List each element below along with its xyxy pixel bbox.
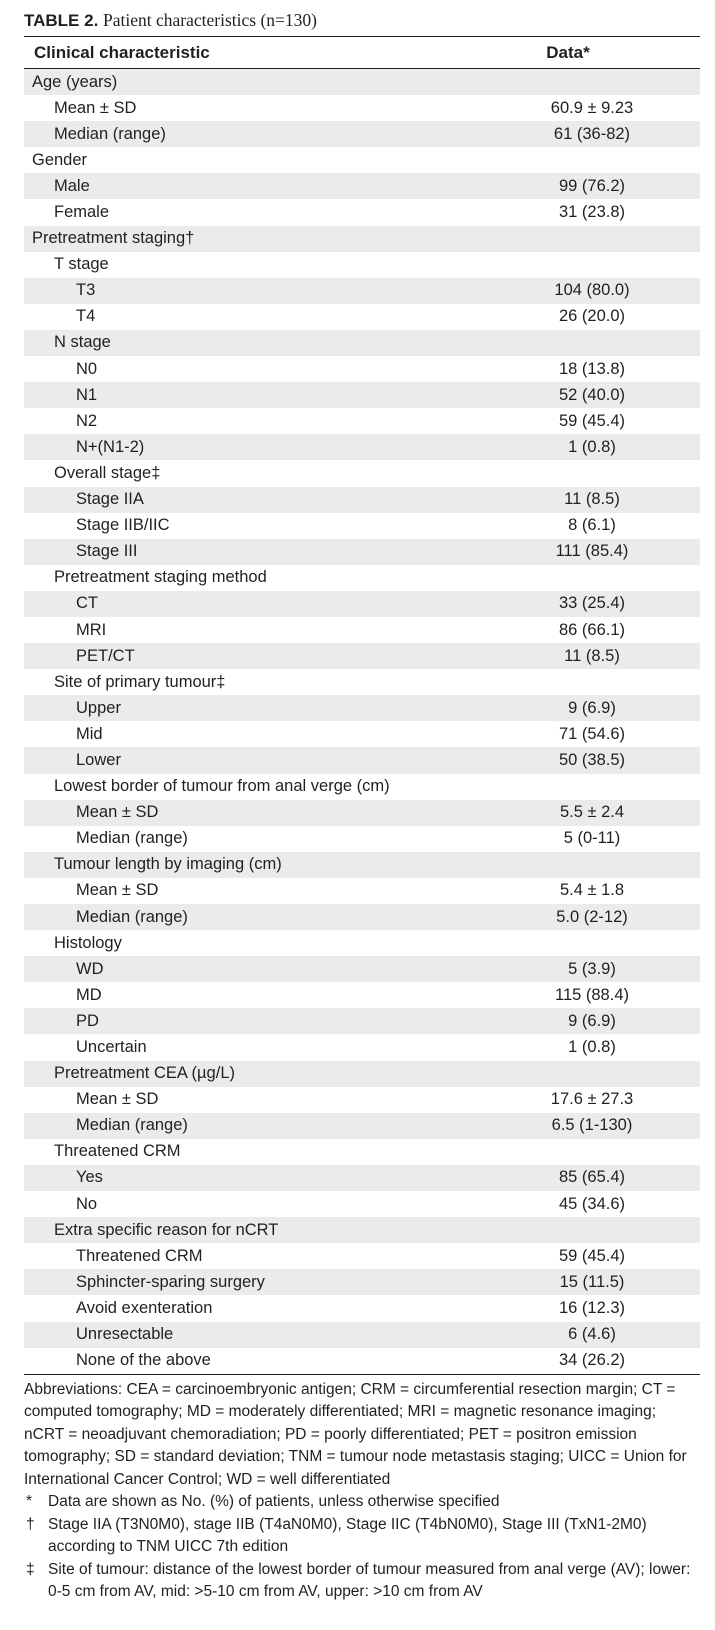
table-caption-label: TABLE 2. [24,11,99,30]
row-label: PD [76,1011,99,1030]
row-label: Age (years) [32,72,118,91]
row-label: Mean ± SD [76,803,159,822]
row-label: Median (range) [76,907,188,926]
row-label: Pretreatment CEA (µg/L) [54,1064,235,1083]
footnote-text: Data are shown as No. (%) of patients, unless otherwise specified [48,1493,500,1511]
row-value: 11 (8.5) [564,490,620,509]
row-value: 50 (38.5) [558,750,626,769]
row-value: 6 (4.6) [568,1325,616,1344]
row-value: 15 (11.5) [559,1272,625,1291]
row-label: T stage [54,255,109,274]
row-value: 60.9 ± 9.23 [550,98,634,117]
row-label: WD [76,959,104,978]
table-row [24,774,700,800]
row-value: 5.5 ± 2.4 [559,803,625,822]
table-row [24,721,700,747]
row-value: 8 (6.1) [568,516,616,535]
table-row [24,356,700,382]
table-row [24,1269,700,1295]
table-row [24,1243,700,1269]
footnote-symbol: † [26,1515,35,1533]
row-label: No [76,1194,98,1213]
table-row [24,1008,700,1034]
row-label: Yes [76,1168,103,1187]
table-row [24,121,700,147]
row-value: 31 (23.8) [558,203,626,222]
table-row [24,513,700,539]
table-row [24,747,700,773]
table-row [24,1087,700,1113]
table-footnotes [24,1379,700,1604]
table-row [24,1165,700,1191]
table-caption-text: Patient characteristics (n=130) [103,10,318,30]
table-row [24,199,700,225]
table-row [24,930,700,956]
row-label: Female [54,203,110,222]
row-label: Stage IIA [76,490,144,509]
row-label: Histology [54,933,122,952]
table-row [24,330,700,356]
row-value: 5 (3.9) [568,959,616,978]
row-label: PET/CT [76,646,135,665]
row-value: 85 (65.4) [558,1168,626,1187]
row-label: Male [54,176,90,195]
row-value: 99 (76.2) [558,176,626,195]
row-value: 61 (36-82) [553,124,631,143]
table-row [24,304,700,330]
row-label: Site of primary tumour‡ [54,672,226,691]
row-value: 34 (26.2) [558,1351,626,1370]
row-label: Stage III [76,542,138,561]
row-label: Stage IIB/IIC [76,516,170,535]
table-row [24,591,700,617]
table-row [24,95,700,121]
row-label: Upper [76,698,121,717]
row-value: 86 (66.1) [558,620,626,639]
table-row [24,852,700,878]
row-label: N1 [76,385,98,404]
table-row [24,1034,700,1060]
footnote-staging [24,1514,700,1559]
row-label: T4 [76,307,96,326]
row-label: Uncertain [76,1038,147,1057]
table-row [24,487,700,513]
row-label: Mid [76,724,103,743]
table-row [24,904,700,930]
row-label: Median (range) [76,829,188,848]
row-label: Pretreatment staging method [54,568,267,587]
row-label: CT [76,594,98,613]
row-label: Tumour length by imaging (cm) [54,855,282,874]
table-container [24,8,700,1604]
table-row [24,1191,700,1217]
row-label: MRI [76,620,107,639]
row-value: 9 (6.9) [568,1011,616,1030]
table-row [24,956,700,982]
table-row [24,878,700,904]
column-header-characteristic: Clinical characteristic [34,42,210,62]
row-label: Lower [76,750,121,769]
row-label: T3 [76,281,96,300]
row-value: 59 (45.4) [558,411,626,430]
table-row [24,252,700,278]
footnote-symbol: * [26,1493,33,1511]
abbreviations-note: Abbreviations: CEA = carcinoembryonic antigen; CRM = circumferential resection margin; CT = computed tomography; MD = moderately differentiated; MRI = magnetic resonance imaging; nCRT = neoadjuvant chemoradiation; PD = poorly differentiated; PET = positron emission tomography; SD = standard deviation; TNM = tumour node metastasis staging; UICC = Union for International Cancer Control; WD = well differentiated [24,1380,687,1488]
table-row [24,1139,700,1165]
table-row [24,982,700,1008]
row-label: N stage [54,333,111,352]
footnote-text: Site of tumour: distance of the lowest border of tumour measured from anal verge (AV); lower: 0-5 cm from AV, mid: >5-10 cm from AV, upper: >10 cm from AV [48,1560,691,1601]
footnote-tumour-site [24,1559,700,1604]
row-label: Mean ± SD [76,1090,159,1109]
table-row [24,643,700,669]
table-body [24,69,700,1374]
row-label: Threatened CRM [76,1246,203,1265]
footnote-symbol: ‡ [26,1560,35,1578]
row-value: 26 (20.0) [558,307,626,326]
table-row [24,1295,700,1321]
table-caption [24,8,700,36]
row-label: Overall stage‡ [54,463,161,482]
table-row [24,1217,700,1243]
row-label: N2 [76,411,98,430]
row-value: 59 (45.4) [558,1246,626,1265]
row-label: Pretreatment staging† [32,229,195,248]
table-row [24,800,700,826]
table-row [24,434,700,460]
row-value: 5.4 ± 1.8 [559,881,625,900]
table-row [24,1113,700,1139]
table-row [24,565,700,591]
table-row [24,695,700,721]
row-label: Median (range) [54,124,166,143]
row-value: 9 (6.9) [568,698,616,717]
table-row [24,1061,700,1087]
row-label: Sphincter-sparing surgery [76,1272,265,1291]
table-bottom-rule [24,1374,700,1375]
row-label: MD [76,985,102,1004]
table-row [24,173,700,199]
table-row [24,147,700,173]
row-value: 5.0 (2-12) [556,907,628,926]
row-label: None of the above [76,1351,211,1370]
table-row [24,1322,700,1348]
table-row [24,617,700,643]
column-header-data: Data* [546,42,590,62]
table-row [24,69,700,95]
table-row [24,826,700,852]
row-value: 111 (85.4) [555,542,629,561]
row-value: 17.6 ± 27.3 [550,1090,634,1109]
row-label: Unresectable [76,1325,174,1344]
row-label: Mean ± SD [54,98,137,117]
row-value: 45 (34.6) [558,1194,626,1213]
row-value: 5 (0-11) [563,829,621,848]
footnote-data-format [24,1491,700,1514]
row-value: 52 (40.0) [558,385,626,404]
table-row [24,382,700,408]
table-row [24,1348,700,1374]
row-value: 71 (54.6) [558,724,626,743]
row-value: 1 (0.8) [568,1038,616,1057]
table-row [24,278,700,304]
table-row [24,408,700,434]
row-label: N0 [76,359,98,378]
table-row [24,539,700,565]
footnote-text: Stage IIA (T3N0M0), stage IIB (T4aN0M0), Stage IIC (T4bN0M0), Stage III (TxN1-2M0) according to TNM UICC 7th edition [48,1515,647,1556]
table-row [24,460,700,486]
table-row [24,226,700,252]
row-value: 6.5 (1-130) [551,1116,633,1135]
row-label: Mean ± SD [76,881,159,900]
row-label: Median (range) [76,1116,188,1135]
row-value: 16 (12.3) [558,1298,626,1317]
row-label: Extra specific reason for nCRT [54,1220,279,1239]
row-label: Gender [32,150,88,169]
table-row [24,669,700,695]
row-value: 104 (80.0) [554,281,630,300]
row-label: Avoid exenteration [76,1298,213,1317]
row-value: 115 (88.4) [555,985,629,1004]
row-label: N+(N1-2) [76,437,145,456]
row-value: 18 (13.8) [558,359,626,378]
row-label: Lowest border of tumour from anal verge (cm) [54,777,390,796]
table-header-row [24,37,700,69]
row-label: Threatened CRM [54,1142,181,1161]
row-value: 1 (0.8) [568,437,616,456]
row-value: 33 (25.4) [558,594,626,613]
row-value: 11 (8.5) [564,646,620,665]
